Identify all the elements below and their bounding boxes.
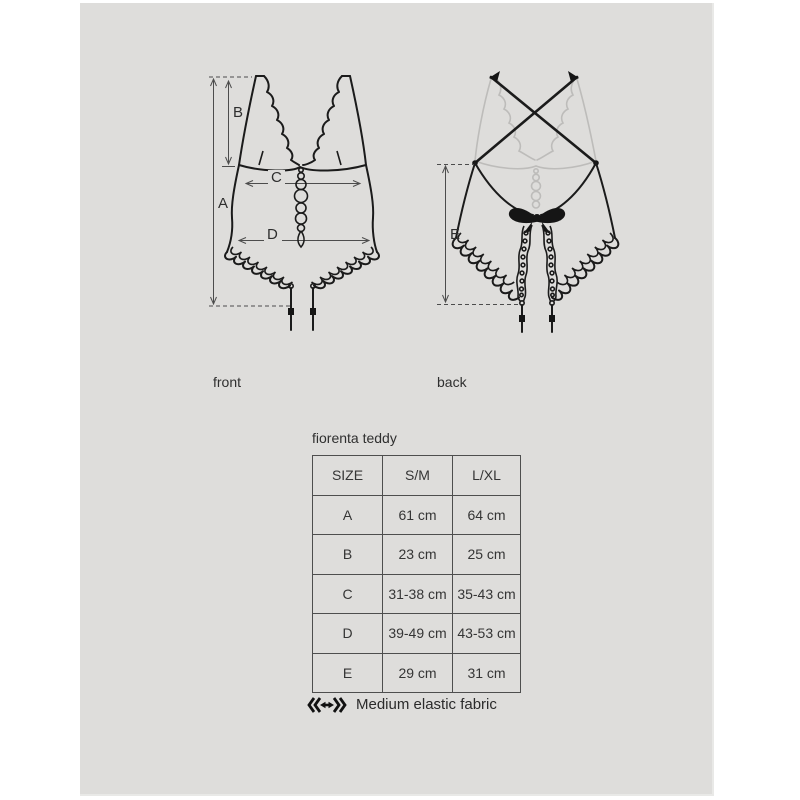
dimension-label-b: B <box>233 104 244 121</box>
dimension-label-d: D <box>267 226 278 243</box>
fabric-note-label: Medium elastic fabric <box>356 696 497 713</box>
dimension-label-e: E <box>450 226 461 243</box>
col-header-sm: S/M <box>383 456 453 496</box>
value-sm: 61 cm <box>383 495 453 535</box>
col-header-lxl: L/XL <box>453 456 521 496</box>
dimension-arrow-b <box>222 81 235 167</box>
value-lxl: 31 cm <box>453 653 521 693</box>
table-header-row <box>313 456 521 496</box>
back-view-drawing <box>430 60 635 340</box>
value-lxl: 35-43 cm <box>453 574 521 614</box>
table-row <box>313 535 521 575</box>
col-header-size: SIZE <box>313 456 383 496</box>
elastic-stretch-icon <box>307 695 347 715</box>
front-view-label: front <box>213 374 242 390</box>
value-sm: 23 cm <box>383 535 453 575</box>
table-row <box>313 495 521 535</box>
size-chart-table <box>312 455 521 693</box>
table-row <box>313 653 521 693</box>
value-lxl: 43-53 cm <box>453 614 521 654</box>
table-row <box>313 614 521 654</box>
bow-decoration <box>509 208 565 234</box>
size-chart-title: fiorenta teddy <box>312 430 397 446</box>
row-label: A <box>313 495 383 535</box>
value-lxl: 25 cm <box>453 535 521 575</box>
dimension-arrow-a <box>211 79 217 304</box>
value-sm: 31-38 cm <box>383 574 453 614</box>
dimension-arrow-c <box>246 181 360 187</box>
row-label: E <box>313 653 383 693</box>
front-view-drawing <box>200 65 380 340</box>
row-label: C <box>313 574 383 614</box>
row-label: D <box>313 614 383 654</box>
front-garment-art <box>225 76 379 330</box>
value-sm: 29 cm <box>383 653 453 693</box>
dimension-label-c: C <box>271 169 282 186</box>
front-closure-chain <box>295 168 308 247</box>
dimension-label-a: A <box>218 195 229 212</box>
table-row <box>313 574 521 614</box>
row-label: B <box>313 535 383 575</box>
back-view-label: back <box>437 374 467 390</box>
value-sm: 39-49 cm <box>383 614 453 654</box>
value-lxl: 64 cm <box>453 495 521 535</box>
